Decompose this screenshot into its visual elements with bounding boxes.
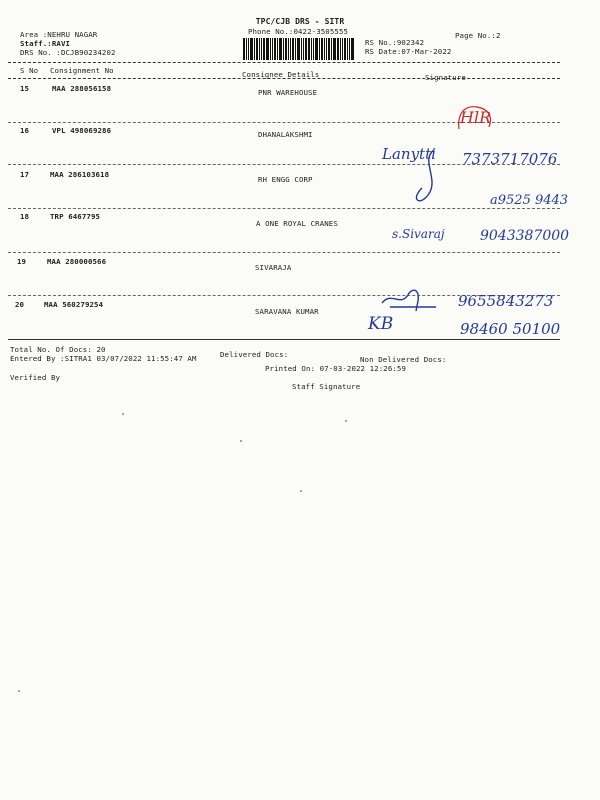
scan-speck [18,690,20,692]
barcode-bar [248,38,249,60]
report-title: TPC/CJB DRS - SITR [255,17,345,26]
barcode-bar [256,38,258,60]
barcode-bar [274,38,276,60]
row-sno: 18 [20,212,30,221]
table-bottom-rule [8,339,560,340]
barcode-bar [259,38,260,60]
col-sno: S No [20,66,39,75]
barcode-bar [270,38,271,60]
row-consignment: VPL 498069286 [52,126,112,135]
barcode-bar [326,38,327,60]
barcode-bar [331,38,332,60]
handwritten-phone: 98460 50100 [460,320,561,338]
handwritten-signature: s.Sivaraj [392,227,445,241]
barcode-bar [261,38,262,60]
delivered-docs: Delivered Docs: [220,350,289,359]
barcode-bar [313,38,314,60]
row-sno: 17 [20,170,30,179]
printed-on: Printed On: 07-03-2022 12:26:59 [265,364,407,373]
rs-number: RS No.:902342 [365,38,425,47]
barcode-bar [321,38,323,60]
barcode-bar [290,38,291,60]
barcode-bar [337,38,339,60]
row-rule [8,252,560,253]
col-consignment: Consignment No [50,66,114,75]
barcode-bar [295,38,296,60]
barcode-bar [303,38,304,60]
handwritten-phone: 7373717076 [462,150,558,168]
row-consignee: PNR WAREHOUSE [258,88,318,97]
header-bottom-rule [8,78,560,79]
total-docs: Total No. Of Docs: 20 [10,345,106,354]
row-consignment: MAA 288056158 [52,84,112,93]
handwritten-signature: Lanytti [382,145,436,163]
barcode-bar [349,38,350,60]
barcode-bar [347,38,348,60]
row-consignee: SARAVANA KUMAR [255,307,319,316]
row-consignment: TRP 6467795 [50,212,101,221]
barcode-bar [246,38,247,60]
barcode-bar [272,38,273,60]
barcode [243,38,355,60]
header-top-rule [8,62,560,63]
hlr-circle-mark [455,103,495,133]
handwritten-phone: 9655843273 [458,292,554,310]
barcode-bar [351,38,354,60]
row-rule [8,208,560,209]
row-consignee: A ONE ROYAL CRANES [256,219,338,228]
barcode-bar [344,38,346,60]
barcode-bar [297,38,300,60]
row-sno: 15 [20,84,30,93]
barcode-bar [283,38,284,60]
row-sno: 19 [17,257,27,266]
entered-by: Entered By :SITRA1 03/07/2022 11:55:47 AM [10,354,197,363]
verified-by: Verified By [10,373,61,382]
barcode-bar [305,38,307,60]
signature-stroke [380,140,450,210]
barcode-bar [333,38,336,60]
scan-speck [122,413,124,415]
barcode-bar [254,38,255,60]
row-consignee: SIVARAJA [255,263,292,272]
staff-signature: Staff Signature [292,382,361,391]
rs-date: RS Date:07-Mar-2022 [365,47,452,56]
barcode-bar [308,38,310,60]
barcode-bar [243,38,245,60]
barcode-bar [250,38,253,60]
row-consignment: MAA 560279254 [44,300,104,309]
scan-speck [240,440,242,442]
staff-label: Staff.:RAVI [20,39,71,48]
row-consignment: MAA 286103618 [50,170,110,179]
area-label: Area :NEHRU NAGAR [20,30,98,39]
barcode-bar [285,38,287,60]
drs-number: DRS No. :DCJB90234202 [20,48,116,57]
barcode-bar [324,38,325,60]
barcode-bar [279,38,282,60]
scan-speck [345,420,347,422]
barcode-bar [292,38,294,60]
barcode-bar [263,38,265,60]
non-delivered-docs: Non Delivered Docs: [360,355,447,364]
barcode-bar [311,38,312,60]
handwritten-phone: 9043387000 [480,228,570,244]
row-consignee: RH ENGG CORP [258,175,313,184]
phone-number: Phone No.:0422-3505555 [247,27,349,36]
row-consignment: MAA 280000566 [47,257,107,266]
row-consignee: DHANALAKSHMI [258,130,313,139]
signature-mark [380,285,440,313]
handwritten-hlr: HlR [460,108,492,127]
barcode-bar [288,38,289,60]
row-sno: 16 [20,126,30,135]
col-consignee: Consignee Details [242,70,320,79]
handwritten-signature: KB [368,314,394,334]
barcode-bar [328,38,330,60]
scan-speck [300,490,302,492]
handwritten-phone: a9525 9443 [490,193,569,208]
col-signature: Signature [425,73,466,82]
row-sno: 20 [15,300,25,309]
page-number: Page No.:2 [455,31,501,40]
barcode-bar [342,38,343,60]
barcode-bar [319,38,320,60]
barcode-bar [266,38,269,60]
barcode-bar [315,38,318,60]
barcode-bar [340,38,341,60]
barcode-bar [301,38,302,60]
barcode-bar [277,38,278,60]
